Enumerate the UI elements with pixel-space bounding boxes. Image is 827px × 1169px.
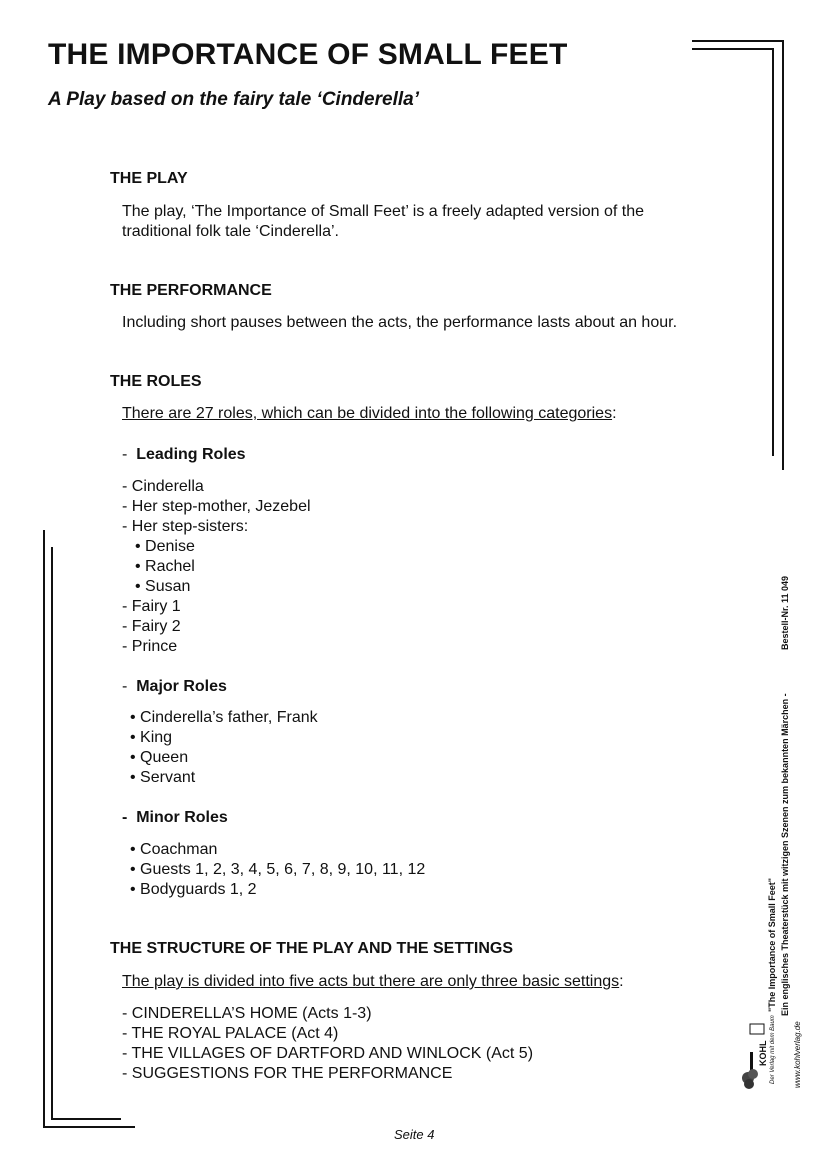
minor-roles-list [130, 840, 425, 900]
roles-intro [122, 404, 617, 424]
minor-roles-label: Minor Roles [136, 809, 228, 826]
sidebar-order-number: Bestell-Nr. 11 049 [780, 575, 790, 650]
list-item: • Cinderella’s father, Frank [130, 709, 318, 726]
frame-right-line-inner [772, 48, 774, 456]
section-heading-play: THE PLAY [110, 170, 188, 187]
list-item: - Her step-sisters: [122, 518, 249, 535]
frame-bottom-line-outer [43, 1126, 135, 1128]
roles-intro-colon: : [612, 405, 617, 422]
page-subtitle: A Play based on the fairy tale ‘Cinderella’ [48, 89, 419, 110]
structure-intro-colon: : [619, 973, 624, 990]
page-title: THE IMPORTANCE OF SMALL FEET [48, 38, 568, 71]
section-heading-performance: THE PERFORMANCE [110, 282, 272, 299]
list-item: • Coachman [130, 841, 218, 858]
list-item: • Queen [130, 749, 189, 766]
leading-roles-label: Leading Roles [136, 446, 246, 463]
list-item: • Susan [135, 578, 191, 595]
major-roles-label: Major Roles [136, 678, 227, 695]
sidebar-play-title: "The Importance of Small Feet" [767, 877, 777, 1012]
performance-text: Including short pauses between the acts, the performance lasts about an hour. [122, 314, 678, 331]
frame-left-line-outer [43, 530, 45, 1128]
list-item: - THE ROYAL PALACE (Act 4) [122, 1025, 339, 1042]
major-roles-heading: - Major Roles [122, 678, 227, 695]
list-item: • King [130, 729, 173, 746]
frame-right-line-outer [782, 40, 784, 470]
list-item: - Fairy 1 [122, 598, 181, 615]
roles-intro-text: There are 27 roles, which can be divided into the following categories [122, 405, 613, 422]
sidebar-description: Ein englisches Theaterstück mit witzigen Szenen zum bekannten Märchen - [780, 693, 790, 1016]
settings-list [122, 1004, 533, 1084]
major-roles-list [130, 708, 318, 788]
frame-bottom-line-inner [51, 1118, 121, 1120]
logo-text: KOHL [758, 1040, 768, 1066]
list-item: • Bodyguards 1, 2 [130, 881, 257, 898]
list-item: - THE VILLAGES OF DARTFORD AND WINLOCK (Act 5) [122, 1045, 534, 1062]
section-heading-roles: THE ROLES [110, 373, 202, 390]
list-item: • Servant [130, 769, 196, 786]
list-item: • Rachel [135, 558, 195, 575]
structure-intro [122, 972, 624, 992]
frame-top-line-outer [692, 40, 784, 42]
frame-left-line-inner [51, 547, 53, 1120]
leading-roles-heading: - Leading Roles [122, 446, 246, 463]
page-number: Seite 4 [394, 1127, 435, 1142]
list-item: - CINDERELLA’S HOME (Acts 1-3) [122, 1005, 372, 1022]
list-item: - Her step-mother, Jezebel [122, 498, 311, 515]
logo-tagline: Der Verlag mit dem Baum [770, 1015, 776, 1084]
section-heading-structure: THE STRUCTURE OF THE PLAY AND THE SETTINGS [110, 940, 513, 957]
list-item: - Fairy 2 [122, 618, 181, 635]
play-text-line-1: The play, ‘The Importance of Small Feet’ is a freely adapted version of the [122, 203, 645, 220]
play-text-line-2: traditional folk tale ‘Cinderella’. [122, 223, 339, 240]
list-item: - Prince [122, 638, 178, 655]
list-item: - SUGGESTIONS FOR THE PERFORMANCE [122, 1065, 453, 1082]
minor-roles-heading: - Minor Roles [122, 809, 228, 826]
list-item: • Guests 1, 2, 3, 4, 5, 6, 7, 8, 9, 10, 11, 12 [130, 861, 426, 878]
sidebar-url: www.kohlverlag.de [793, 1021, 802, 1088]
structure-intro-text: The play is divided into five acts but there are only three basic settings [122, 973, 620, 990]
leading-roles-list [122, 477, 311, 657]
list-item: • Denise [135, 538, 195, 555]
frame-top-line-inner [692, 48, 774, 50]
list-item: - Cinderella [122, 478, 204, 495]
